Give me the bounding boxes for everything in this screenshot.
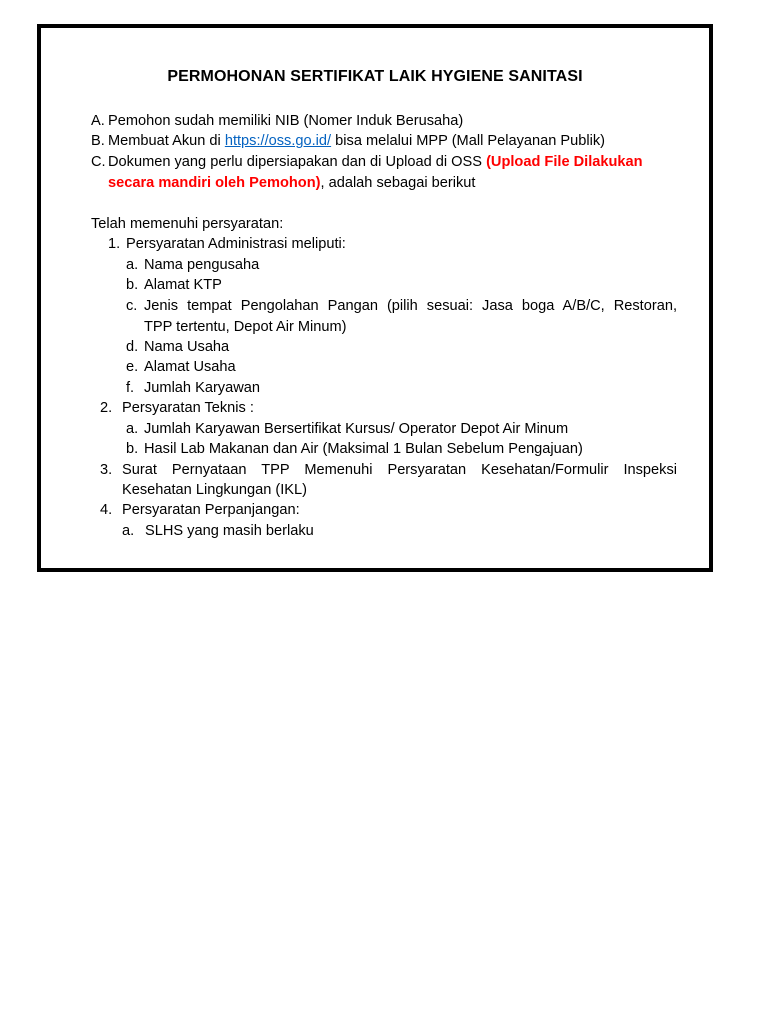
item-marker: a. (126, 257, 139, 273)
intro-item-documents-cont (108, 173, 475, 193)
list-item-cont: TPP tertentu, Depot Air Minum) (144, 319, 347, 335)
intro-text: Membuat Akun di (108, 133, 225, 149)
section-marker: 1. (108, 236, 121, 252)
section-admin-label: Persyaratan Administrasi meliputi: (126, 236, 346, 252)
list-item: Alamat Usaha (144, 359, 236, 375)
list-item: SLHS yang masih berlaku (145, 523, 314, 539)
item-marker: c. (126, 298, 138, 314)
list-item: Jenis tempat Pengolahan Pangan (pilih sesuai: Jasa boga A/B/C, Restoran, (144, 298, 677, 314)
item-marker: e. (126, 359, 139, 375)
list-item: Jumlah Karyawan Bersertifikat Kursus/ Operator Depot Air Minum (144, 421, 569, 437)
item-marker: a. (122, 523, 135, 539)
section-marker: 3. (100, 462, 113, 478)
list-marker: C. (91, 154, 106, 170)
item-marker: a. (126, 421, 139, 437)
intro-item-documents (108, 152, 643, 172)
section-renewal-label: Persyaratan Perpanjangan: (122, 502, 300, 518)
item-marker: f. (126, 380, 135, 396)
item-marker: b. (126, 277, 139, 293)
requirements-heading: Telah memenuhi persyaratan: (91, 216, 284, 232)
document-title: PERMOHONAN SERTIFIKAT LAIK HYGIENE SANITASI (167, 68, 583, 85)
section-marker: 4. (100, 502, 113, 518)
intro-text: , adalah sebagai berikut (320, 175, 476, 191)
section-statement-cont: Kesehatan Lingkungan (IKL) (122, 482, 307, 498)
intro-text: bisa melalui MPP (Mall Pelayanan Publik) (331, 133, 605, 149)
oss-link[interactable]: https://oss.go.id/ (224, 133, 332, 149)
intro-item-account (108, 131, 605, 151)
list-marker: B. (91, 133, 105, 149)
list-item: Nama Usaha (144, 339, 230, 355)
list-item: Alamat KTP (144, 277, 222, 293)
list-item: Hasil Lab Makanan dan Air (Maksimal 1 Bulan Sebelum Pengajuan) (144, 441, 583, 457)
list-marker: A. (91, 113, 105, 129)
item-marker: b. (126, 441, 139, 457)
list-item: Nama pengusaha (144, 257, 260, 273)
upload-note-cont: secara mandiri oleh Pemohon) (108, 175, 321, 191)
document-frame (37, 24, 713, 572)
intro-item-nib: Pemohon sudah memiliki NIB (Nomer Induk Berusaha) (108, 113, 464, 129)
intro-text: Dokumen yang perlu dipersiapakan dan di Upload di OSS (108, 154, 487, 170)
section-statement: Surat Pernyataan TPP Memenuhi Persyaratan Kesehatan/Formulir Inspeksi (122, 462, 677, 478)
section-marker: 2. (100, 400, 113, 416)
section-technical-label: Persyaratan Teknis : (122, 400, 254, 416)
item-marker: d. (126, 339, 139, 355)
list-item: Jumlah Karyawan (144, 380, 260, 396)
upload-note: (Upload File Dilakukan (486, 154, 643, 170)
